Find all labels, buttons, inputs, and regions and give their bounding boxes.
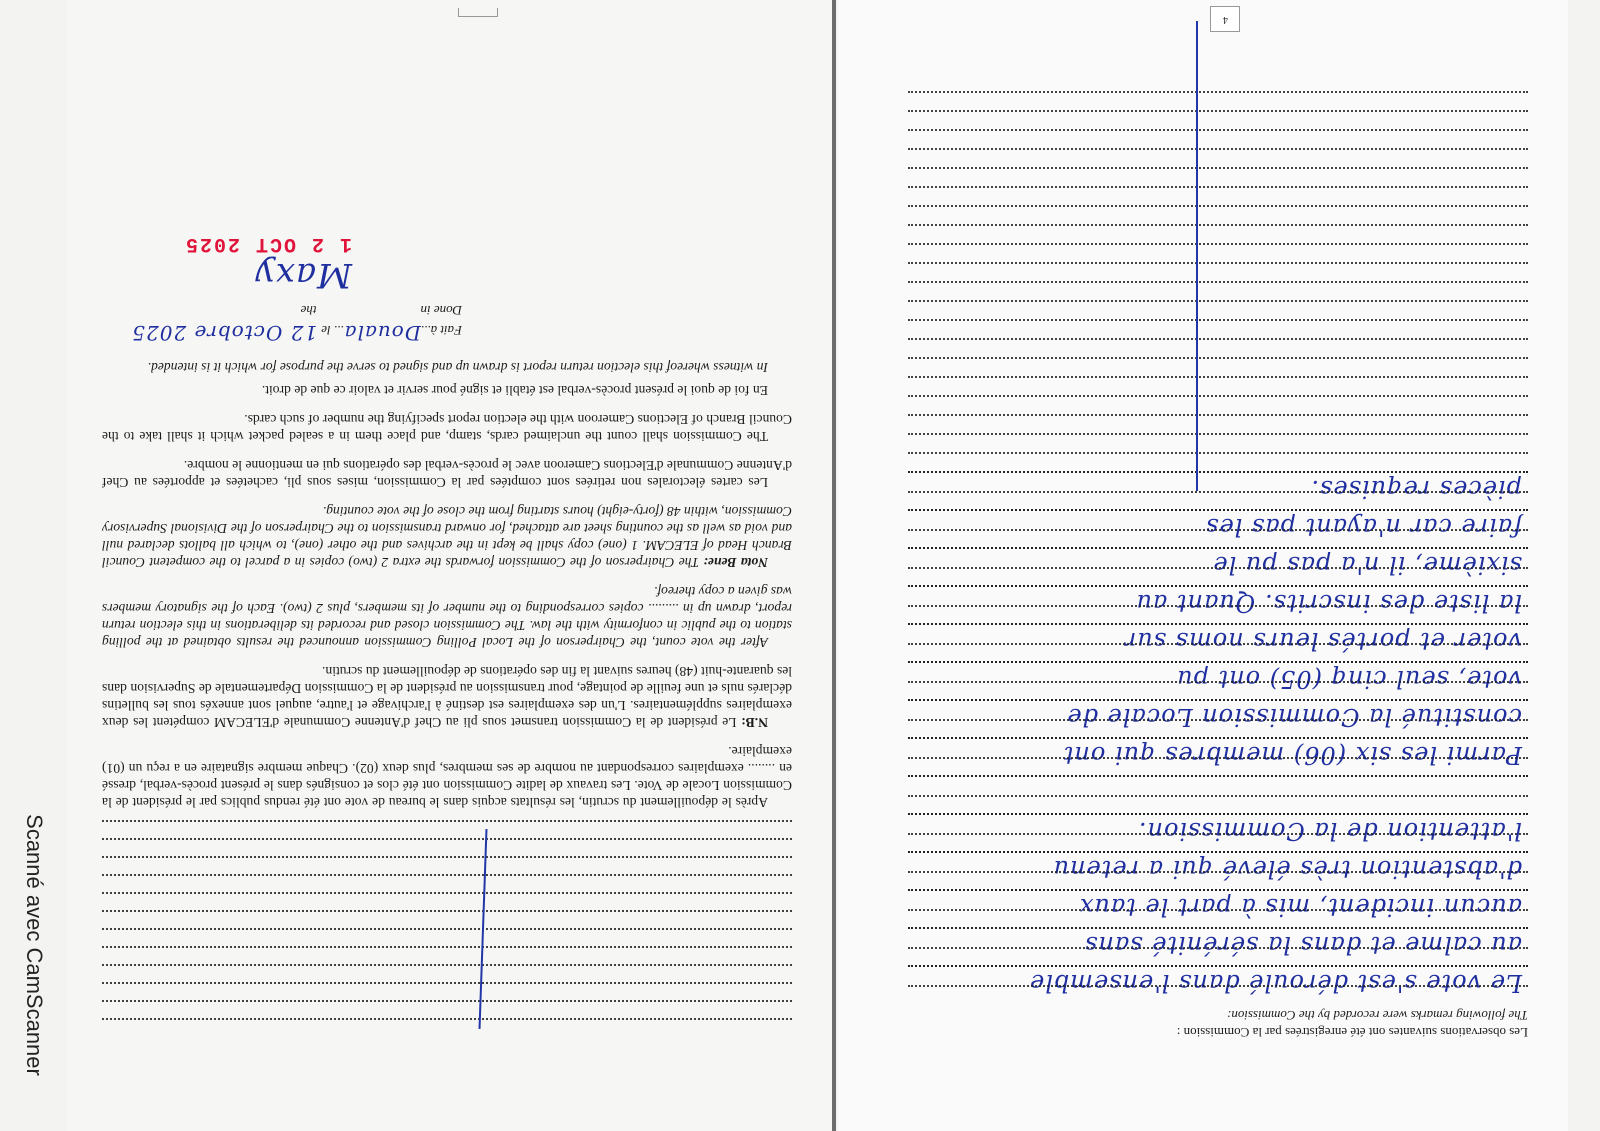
blank-dotted-line (908, 167, 1528, 186)
blank-dotted-line (908, 262, 1528, 281)
blank-dotted-line (908, 452, 1528, 471)
place-date-line: Fait à...Douala... le 12 Octobre 2025 (131, 321, 462, 345)
blank-dotted-line (908, 357, 1528, 376)
camscanner-watermark: Scanné avec CamScanner (22, 814, 48, 1076)
fr-results-paragraph: Après le dépouillement du scrutin, les résultats acquis dans le bureau de vote ont été rendus publics par le président de la Commission Locale de Vote. Les travaux de ladite Commission ont été clos et consignés dans le présent procès-verbal, dressé en ........ exemplaires correspondant au nombre de ses membres, plus deux (02). Chaque membre signataire en a reçu un (01) exemplaire. (102, 744, 792, 810)
ruling-line (908, 529, 1528, 531)
done-in-line (102, 301, 462, 319)
fait-a-label: Fait à (430, 323, 462, 338)
fr-cards-paragraph: Les cartes électorales non retirées sont comptées par la Commission, mises sous pli, cachetées et apportées au Chef d'Antenne Communale d'Elections Cameroon avec le procès-verbal des opérations qui en mentionne le nombre. (102, 458, 792, 490)
the-label: the (300, 303, 317, 318)
right-page-rotated-content (838, 0, 1568, 1131)
left-page-rotated-content (66, 0, 834, 1131)
signature: Maxy (254, 255, 352, 295)
blank-dotted-line (908, 300, 1528, 319)
blank-dotted-line (102, 910, 792, 928)
ruling-line (908, 947, 1528, 949)
remark-line (908, 737, 1528, 775)
blank-dotted-line (908, 148, 1528, 167)
blank-dotted-line (102, 964, 792, 982)
remark-line (908, 661, 1528, 699)
ruling-line (908, 833, 1528, 835)
handwritten-remark: aucun incident, mis à part le taux (1078, 893, 1522, 921)
en-nb-label: Nota Bene: (703, 555, 768, 570)
date-stamp: 1 2 OCT 2025 (183, 232, 352, 255)
blank-dotted-line (908, 338, 1528, 357)
ruling-line (908, 985, 1528, 987)
en-cards-paragraph: The Commission shall count the unclaimed cards, stamp, and place them in a sealed packet which it shall take to the Council Branch of Elections Cameroon with the election report specifying the number of such cards. (102, 412, 792, 444)
fr-closing: En foi de quoi le présent procès-verbal est établi et signé pour servir et valoir ce que de droit. (261, 383, 768, 398)
ruling-line (908, 643, 1528, 645)
blank-dotted-line (102, 946, 792, 964)
center-fold (832, 0, 836, 1131)
ruling-line (908, 681, 1528, 683)
en-closing: In witness whereof this election return report is drawn up and signed to serve the purpose for which it is intended. (147, 360, 768, 375)
blank-dotted-line (908, 91, 1528, 110)
handwritten-remark: Le vote s'est déroulé dans l'ensemble (1029, 969, 1522, 997)
blank-dotted-line (908, 129, 1528, 148)
page-number-box: 4 (1210, 6, 1240, 32)
remark-line (908, 547, 1528, 585)
le-label: le (321, 323, 331, 338)
remarks-header (908, 1007, 1528, 1041)
blank-dotted-line (908, 243, 1528, 262)
blank-lines-left (102, 820, 792, 1036)
en-results-paragraph: After the vote count, the Chairperson of the Local Polling Commission announced the results obtained at the polling station to the public in conformity with the law. The Commission closed and recorded its deliberations in this election return report, drawn up in ......... copies corresponding to the number of its members, plus 2 (two). Each of the signatory members was given a copy thereof. (102, 584, 792, 650)
blank-dotted-line (908, 319, 1528, 338)
left-text-block (102, 232, 792, 811)
remark-line (908, 775, 1528, 813)
remark-line (908, 889, 1528, 927)
remark-line (908, 623, 1528, 661)
handwritten-remark: Parmi les six (06) membres qui ont (1062, 741, 1522, 769)
blank-dotted-line (102, 838, 792, 856)
remark-line (908, 965, 1528, 1003)
remark-line (908, 585, 1528, 623)
ruling-line (908, 795, 1528, 797)
blank-dotted-line (908, 376, 1528, 395)
blank-dotted-line (102, 820, 792, 838)
blank-dotted-line (908, 433, 1528, 452)
handwritten-remark: vote, seul cinq (05) ont pu (1176, 665, 1522, 693)
ruling-line (908, 567, 1528, 569)
blank-dotted-line (908, 281, 1528, 300)
handwritten-remark: sixième, il n'a pas pu le (1212, 551, 1522, 579)
fr-nb-paragraph (102, 663, 792, 731)
ruling-line (908, 871, 1528, 873)
done-in-label: Done in (420, 303, 462, 318)
blank-dotted-line (102, 892, 792, 910)
blank-dotted-line (908, 186, 1528, 205)
left-page (66, 0, 834, 1131)
en-nb-text: The Chairperson of the Commission forwards the extra 2 (two) copies in a parcel to the competent Council Branch Head of ELECAM. 1 (one) copy shall be kept in the archives and the other (one), to which all ballots declared null and void as well as the counting sheet are attached, for onward transmission to the Chairperson of the Divisional Supervisory Commission, within 48 (forty-eight) hours starting from the close of the vote counting. (101, 504, 792, 570)
place-value: Douala (343, 321, 421, 345)
blank-dotted-line (102, 982, 792, 1000)
right-page (838, 0, 1568, 1131)
blank-dotted-line (102, 1018, 792, 1036)
pen-strike-line-right (1196, 21, 1198, 491)
date-value: 12 Octobre 2025 (131, 321, 318, 345)
handwritten-remark: au calme et dans la sérénité sans (1084, 931, 1522, 959)
header-fr: Les observations suivantes ont été enregistrées par la Commission : (1176, 1025, 1528, 1040)
handwritten-remark: faire car n'ayant pas les (1205, 513, 1522, 541)
remark-line (908, 813, 1528, 851)
en-nb-paragraph (102, 503, 792, 571)
blank-dotted-line (102, 928, 792, 946)
remark-line (908, 471, 1528, 509)
remark-line (908, 927, 1528, 965)
page-tab-mark (458, 8, 498, 17)
ruling-line (908, 757, 1528, 759)
ruling-line (908, 719, 1528, 721)
blank-dotted-line (102, 874, 792, 892)
handwritten-remark: pièces requises. (1310, 475, 1522, 503)
remarks-lines (908, 91, 1528, 1003)
remark-line (908, 851, 1528, 889)
handwritten-remark: voter et portés leurs noms sur (1123, 627, 1522, 655)
remark-line (908, 699, 1528, 737)
blank-dotted-line (908, 414, 1528, 433)
fr-nb-label: N.B: (741, 715, 768, 730)
blank-dotted-line (908, 224, 1528, 243)
remark-line (908, 509, 1528, 547)
ruling-line (908, 491, 1528, 493)
fr-nb-text: Le président de la Commission transmet sous pli au Chef d'Antenne Communale d'ELECAM compétent les deux exemplaires supplémentaires. L'un des exemplaires est destiné à l'archivage et l'autre, auquel sont annexés tous les bulletins déclarés nuls et une feuille de pointage, pour transmission au président de la Commission Départementale de Supervision dans les quarante-huit (48) heures suivant la fin des opérations de dépouillement du scrutin. (102, 664, 792, 730)
ruling-line (908, 605, 1528, 607)
blank-dotted-line (102, 1000, 792, 1018)
header-en: The following remarks were recorded by the Commission: (1226, 1008, 1528, 1023)
blank-dotted-line (908, 395, 1528, 414)
handwritten-remark: constitué la Commission Locale de (1066, 703, 1522, 731)
handwritten-remark: la liste des inscrits. Quant au (1135, 589, 1522, 617)
blank-dotted-line (908, 205, 1528, 224)
blank-dotted-line (908, 110, 1528, 129)
handwritten-remark: l'attention de la Commission. (1137, 817, 1522, 845)
blank-dotted-line (102, 856, 792, 874)
handwritten-remark: d'abstention très élevé qui a retenu (1052, 855, 1522, 883)
ruling-line (908, 909, 1528, 911)
